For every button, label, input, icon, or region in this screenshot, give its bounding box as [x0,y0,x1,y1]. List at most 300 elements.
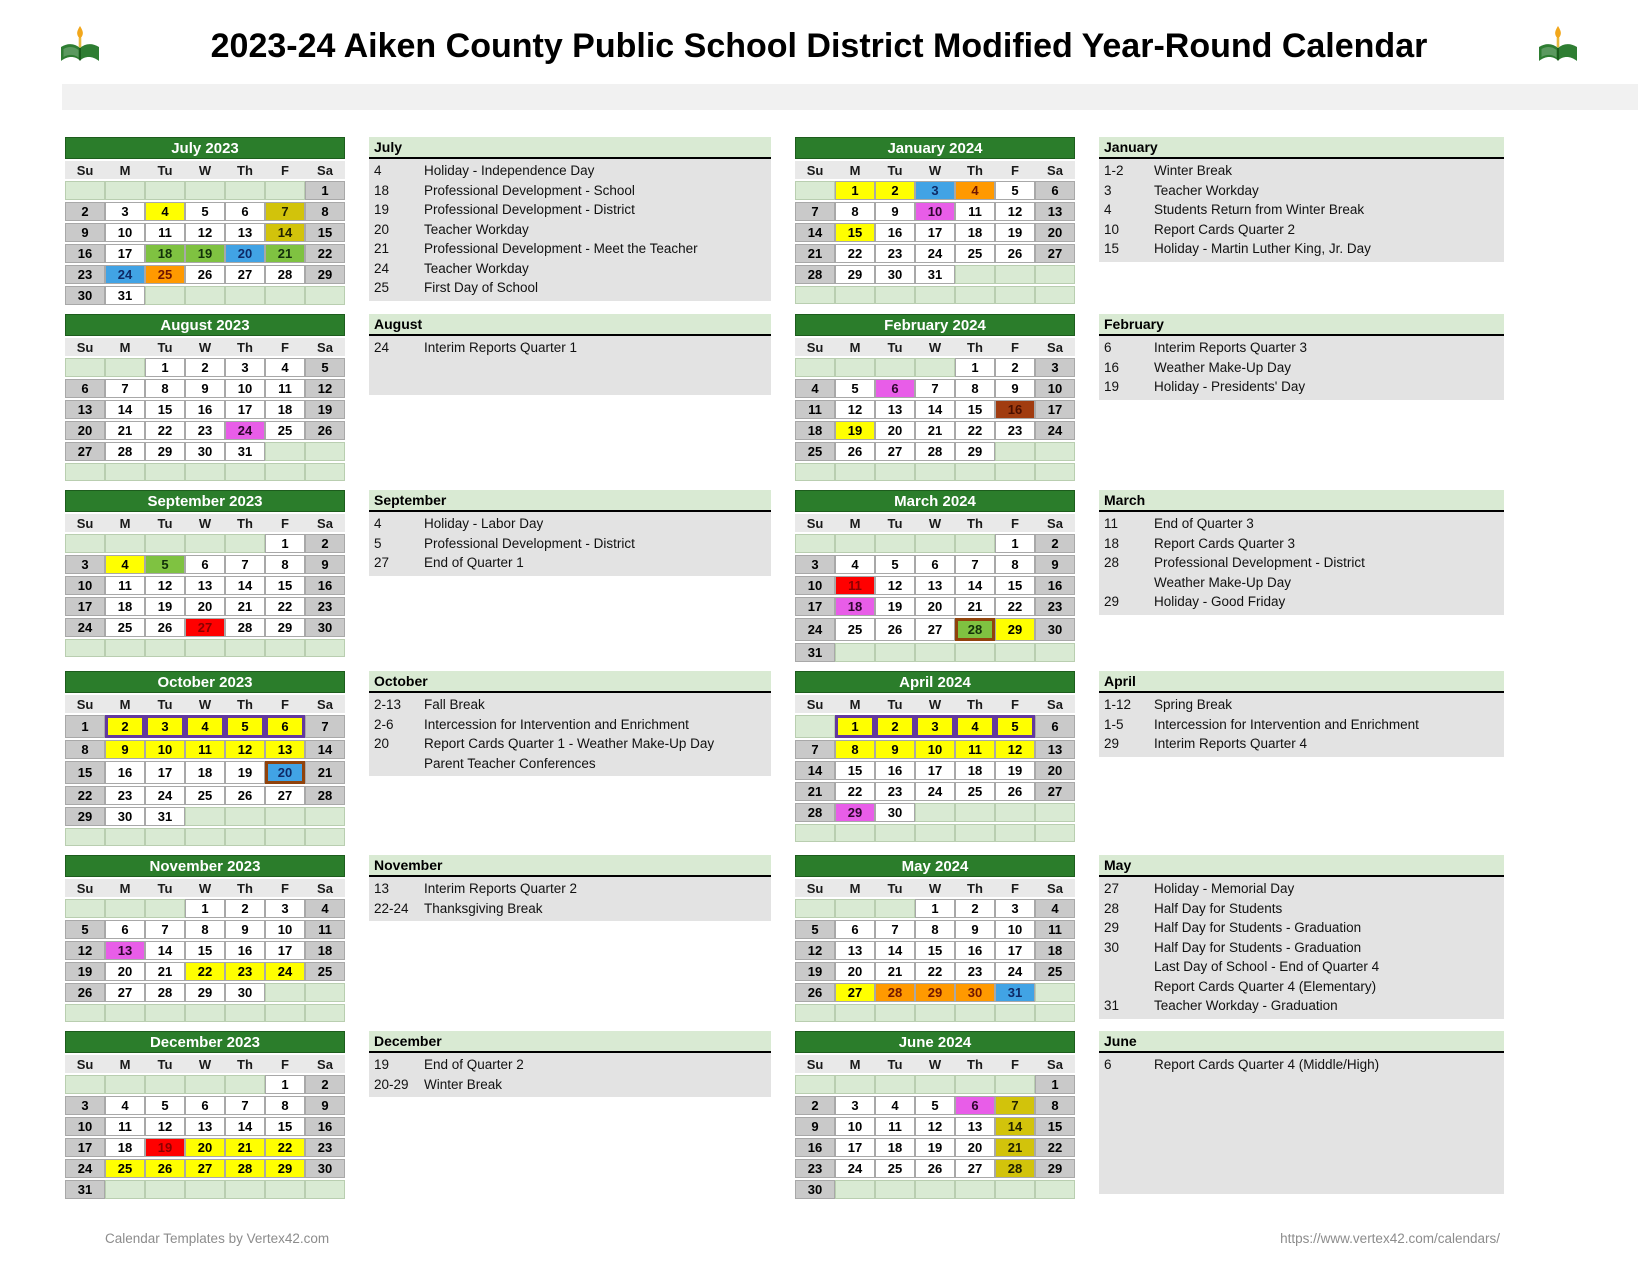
day-cell: 29 [65,807,105,826]
day-cell: 25 [955,782,995,801]
day-cell: 8 [835,202,875,221]
day-cell: 12 [305,379,345,398]
event-day: 18 [1104,535,1120,551]
events-august [369,314,771,395]
empty-cell [1035,1180,1075,1199]
event-description: Winter Break [1154,163,1233,178]
weekday-header: M [835,338,875,356]
day-cell: 1 [835,715,875,738]
weekday-header: F [265,879,305,897]
day-cell: 19 [795,962,835,981]
weekday-header: Sa [305,161,345,179]
empty-cell [225,181,265,200]
day-cell: 10 [105,223,145,242]
empty-cell [105,181,145,200]
day-cell: 25 [105,1159,145,1178]
empty-cell [65,899,105,918]
day-cell: 29 [955,442,995,461]
day-cell: 28 [305,786,345,805]
event-day [1099,957,1154,977]
day-cell: 19 [915,1138,955,1157]
weekday-header: Tu [145,695,185,713]
day-cell: 26 [795,983,835,1002]
weekday-header: F [995,1055,1035,1073]
day-cell: 5 [185,202,225,221]
empty-cell [795,286,835,304]
empty-cell [795,1004,835,1022]
empty-cell [185,807,225,826]
event-day: 13 [374,881,390,896]
weekday-header: Th [225,879,265,897]
empty-cell [225,1075,265,1094]
footer-link[interactable]: https://www.vertex42.com/calendars/ [1280,1231,1500,1246]
day-cell: 30 [1035,618,1075,641]
event-description: Half Day for Students - Graduation [1154,920,1362,935]
event-description: Intercession for Intervention and Enrichment [1154,716,1419,732]
calendar-table [65,336,345,483]
day-cell: 31 [65,1180,105,1199]
day-cell: 19 [995,761,1035,780]
empty-cell [875,358,915,377]
event-description: Winter Break [424,1076,503,1092]
calendar-december-2023 [65,1031,345,1201]
day-cell: 14 [995,1117,1035,1136]
weekday-header: Tu [875,161,915,179]
event-row [1099,200,1504,220]
day-cell: 6 [875,379,915,398]
empty-cell [265,286,305,305]
weekday-header: M [105,514,145,532]
day-cell: 9 [875,202,915,221]
event-row [369,1055,771,1075]
day-cell: 30 [225,983,265,1002]
empty-cell [795,899,835,918]
empty-cell [955,463,995,481]
empty-cell [305,983,345,1002]
empty-cell [995,265,1035,284]
day-cell: 19 [305,400,345,419]
day-cell: 14 [875,941,915,960]
day-cell: 26 [995,244,1035,263]
day-cell: 5 [65,920,105,939]
day-cell: 31 [795,643,835,662]
event-row [369,1075,771,1095]
day-cell: 18 [955,761,995,780]
events-march [1099,490,1504,615]
weekday-header: M [835,514,875,532]
event-description: Professional Development - District [1154,555,1365,570]
empty-cell [105,828,145,846]
day-cell: 12 [995,740,1035,759]
empty-cell [145,463,185,481]
event-description: Interim Reports Quarter 2 [424,881,578,896]
day-cell: 31 [145,807,185,826]
event-row [369,200,771,220]
day-cell: 28 [795,803,835,822]
empty-cell [875,824,915,842]
empty-cell [1035,286,1075,304]
event-row [1099,220,1504,240]
day-cell: 9 [225,920,265,939]
weekday-header: Su [65,161,105,179]
calendar-table [65,1053,345,1201]
day-cell: 3 [915,181,955,200]
day-cell: 10 [225,379,265,398]
weekday-header: Tu [145,1055,185,1073]
day-cell: 26 [185,265,225,284]
day-cell: 21 [265,244,305,263]
empty-cell [995,442,1035,461]
day-cell: 10 [915,202,955,221]
day-cell: 19 [145,1138,185,1157]
event-description: Report Cards Quarter 4 (Elementary) [1154,978,1377,994]
weekday-header: Tu [875,514,915,532]
day-cell: 22 [145,421,185,440]
day-cell: 11 [955,740,995,759]
empty-cell [305,286,345,305]
day-cell: 18 [305,941,345,960]
day-cell: 7 [795,202,835,221]
day-cell: 20 [185,1138,225,1157]
empty-cell [65,534,105,553]
day-cell: 30 [795,1180,835,1199]
events-june [1099,1031,1504,1194]
calendar-table [795,693,1075,844]
day-cell: 20 [65,421,105,440]
day-cell: 2 [995,358,1035,377]
day-cell: 22 [915,962,955,981]
day-cell: 9 [105,740,145,759]
day-cell: 15 [265,1117,305,1136]
weekday-header: W [915,161,955,179]
day-cell: 30 [305,618,345,637]
event-row [1099,938,1504,958]
day-cell: 22 [955,421,995,440]
empty-cell [185,534,225,553]
empty-cell [875,899,915,918]
day-cell: 5 [225,715,265,738]
header-strip [62,84,1638,110]
events-september [369,490,771,576]
event-row [1099,734,1504,754]
day-cell: 22 [835,782,875,801]
day-cell: 16 [875,223,915,242]
day-cell: 20 [185,597,225,616]
event-description: Holiday - Independence Day [424,163,595,178]
event-description: Professional Development - District [424,202,635,217]
day-cell: 11 [305,920,345,939]
day-cell: 24 [105,265,145,284]
day-cell: 2 [875,715,915,738]
event-day [369,754,424,774]
event-day: 4 [1104,202,1112,217]
event-description: Report Cards Quarter 1 - Weather Make-Up Day [424,736,715,751]
day-cell: 24 [65,618,105,637]
event-description: Report Cards Quarter 4 (Middle/High) [1154,1057,1380,1072]
weekday-header: Th [955,514,995,532]
day-cell: 28 [145,983,185,1002]
day-cell: 4 [835,555,875,574]
day-cell: 4 [305,899,345,918]
day-cell: 20 [225,244,265,263]
day-cell: 11 [105,576,145,595]
day-cell: 6 [1035,715,1075,738]
event-row [369,899,771,919]
empty-cell [265,1180,305,1199]
day-cell: 26 [65,983,105,1002]
empty-cell [955,265,995,284]
empty-cell [835,463,875,481]
day-cell: 25 [185,786,225,805]
empty-cell [185,1004,225,1022]
day-cell: 30 [875,265,915,284]
weekday-header: Th [225,514,265,532]
day-cell: 14 [305,740,345,759]
events-january [1099,137,1504,262]
day-cell: 10 [145,740,185,759]
day-cell: 21 [795,244,835,263]
empty-cell [995,1004,1035,1022]
event-row [1099,977,1504,997]
day-cell: 14 [265,223,305,242]
event-row [369,553,771,573]
weekday-header: Sa [1035,338,1075,356]
events-april [1099,671,1504,757]
day-cell: 20 [265,761,305,784]
day-cell: 30 [105,807,145,826]
day-cell: 7 [225,555,265,574]
day-cell: 28 [955,618,995,641]
day-cell: 19 [995,223,1035,242]
day-cell: 23 [995,421,1035,440]
day-cell: 21 [225,597,265,616]
event-description: End of Quarter 3 [1154,516,1254,531]
weekday-header: M [835,879,875,897]
day-cell: 23 [875,782,915,801]
day-cell: 20 [955,1138,995,1157]
day-cell: 26 [995,782,1035,801]
day-cell: 28 [995,1159,1035,1178]
empty-cell [105,463,145,481]
day-cell: 15 [835,223,875,242]
day-cell: 1 [305,181,345,200]
day-cell: 8 [265,1096,305,1115]
day-cell: 1 [1035,1075,1075,1094]
day-cell: 29 [145,442,185,461]
day-cell: 25 [795,442,835,461]
weekday-header: F [995,161,1035,179]
day-cell: 12 [145,576,185,595]
weekday-header: M [835,695,875,713]
empty-cell [995,286,1035,304]
day-cell: 17 [915,223,955,242]
day-cell: 15 [915,941,955,960]
weekday-header: M [105,879,145,897]
event-day: 15 [1104,241,1120,256]
day-cell: 10 [65,576,105,595]
empty-cell [225,828,265,846]
empty-cell [995,463,1035,481]
empty-cell [795,463,835,481]
event-day: 18 [374,182,390,198]
day-cell: 20 [105,962,145,981]
events-body [1099,159,1504,262]
events-month-title: August [369,314,771,336]
day-cell: 25 [955,244,995,263]
weekday-header: Th [955,161,995,179]
event-day: 1-12 [1104,697,1132,712]
day-cell: 27 [65,442,105,461]
weekday-header: F [265,338,305,356]
empty-cell [1035,643,1075,662]
event-row [1099,358,1504,378]
day-cell: 11 [105,1117,145,1136]
day-cell: 10 [265,920,305,939]
calendar-month-title: June 2024 [795,1031,1075,1053]
day-cell: 14 [955,576,995,595]
weekday-header: F [995,879,1035,897]
event-day: 10 [1104,221,1120,237]
day-cell: 17 [915,761,955,780]
event-row [369,278,771,298]
weekday-header: Sa [1035,879,1075,897]
weekday-header: F [995,338,1035,356]
events-july [369,137,771,301]
event-day: 24 [374,260,390,276]
weekday-header: Th [955,879,995,897]
calendar-table [65,693,345,848]
day-cell: 29 [1035,1159,1075,1178]
day-cell: 29 [915,983,955,1002]
day-cell: 5 [305,358,345,377]
day-cell: 8 [65,740,105,759]
day-cell: 6 [105,920,145,939]
day-cell: 6 [1035,181,1075,200]
events-october [369,671,771,776]
events-month-title: June [1099,1031,1504,1053]
day-cell: 23 [305,1138,345,1157]
weekday-header: W [185,1055,225,1073]
empty-cell [185,1075,225,1094]
events-body [369,877,771,921]
day-cell: 12 [795,941,835,960]
event-day: 19 [1104,379,1120,394]
day-cell: 23 [1035,597,1075,616]
empty-cell [995,1075,1035,1094]
day-cell: 2 [305,534,345,553]
event-row [1099,1055,1504,1075]
day-cell: 1 [835,181,875,200]
day-cell: 13 [835,941,875,960]
empty-cell [875,534,915,553]
event-row [1099,996,1504,1016]
empty-cell [185,286,225,305]
weekday-header: Su [795,879,835,897]
event-day: 29 [1104,594,1120,609]
event-row [369,239,771,259]
empty-cell [1035,983,1075,1002]
day-cell: 4 [265,358,305,377]
empty-cell [225,1180,265,1199]
event-description: Professional Development - School [424,182,635,198]
weekday-header: Su [795,161,835,179]
events-month-title: October [369,671,771,693]
empty-cell [185,828,225,846]
day-cell: 9 [1035,555,1075,574]
day-cell: 7 [795,740,835,759]
day-cell: 24 [145,786,185,805]
day-cell: 13 [955,1117,995,1136]
weekday-header: M [105,161,145,179]
empty-cell [835,1004,875,1022]
event-description: Spring Break [1154,697,1233,712]
day-cell: 7 [105,379,145,398]
day-cell: 18 [835,597,875,616]
event-row [1099,918,1504,938]
day-cell: 9 [955,920,995,939]
empty-cell [105,1004,145,1022]
day-cell: 21 [145,962,185,981]
day-cell: 24 [915,244,955,263]
event-day: 27 [1104,881,1120,896]
day-cell: 16 [225,941,265,960]
day-cell: 26 [145,618,185,637]
day-cell: 23 [105,786,145,805]
day-cell: 16 [955,941,995,960]
event-description: Holiday - Martin Luther King, Jr. Day [1154,241,1371,256]
events-month-title: January [1099,137,1504,159]
event-day: 28 [1104,900,1120,916]
day-cell: 1 [265,534,305,553]
empty-cell [105,358,145,377]
event-row [1099,573,1504,593]
event-row [1099,514,1504,534]
day-cell: 16 [185,400,225,419]
event-row [1099,239,1504,259]
day-cell: 14 [915,400,955,419]
day-cell: 7 [265,202,305,221]
empty-cell [915,534,955,553]
event-row [1099,377,1504,397]
weekday-header: Tu [145,161,185,179]
day-cell: 31 [105,286,145,305]
day-cell: 21 [955,597,995,616]
day-cell: 21 [915,421,955,440]
calendar-table [65,159,345,307]
day-cell: 11 [835,576,875,595]
empty-cell [835,286,875,304]
day-cell: 27 [915,618,955,641]
weekday-header: Sa [1035,514,1075,532]
events-month-title: May [1099,855,1504,877]
event-description: Teacher Workday - Graduation [1154,998,1338,1013]
events-body [369,693,771,776]
empty-cell [955,824,995,842]
day-cell: 18 [105,1138,145,1157]
event-row [369,259,771,279]
events-body [1099,693,1504,757]
day-cell: 14 [225,1117,265,1136]
calendar-table [795,336,1075,483]
empty-cell [875,463,915,481]
weekday-header: Sa [305,514,345,532]
day-cell: 21 [995,1138,1035,1157]
day-cell: 24 [915,782,955,801]
day-cell: 2 [795,1096,835,1115]
empty-cell [185,639,225,657]
day-cell: 29 [185,983,225,1002]
empty-cell [1035,803,1075,822]
